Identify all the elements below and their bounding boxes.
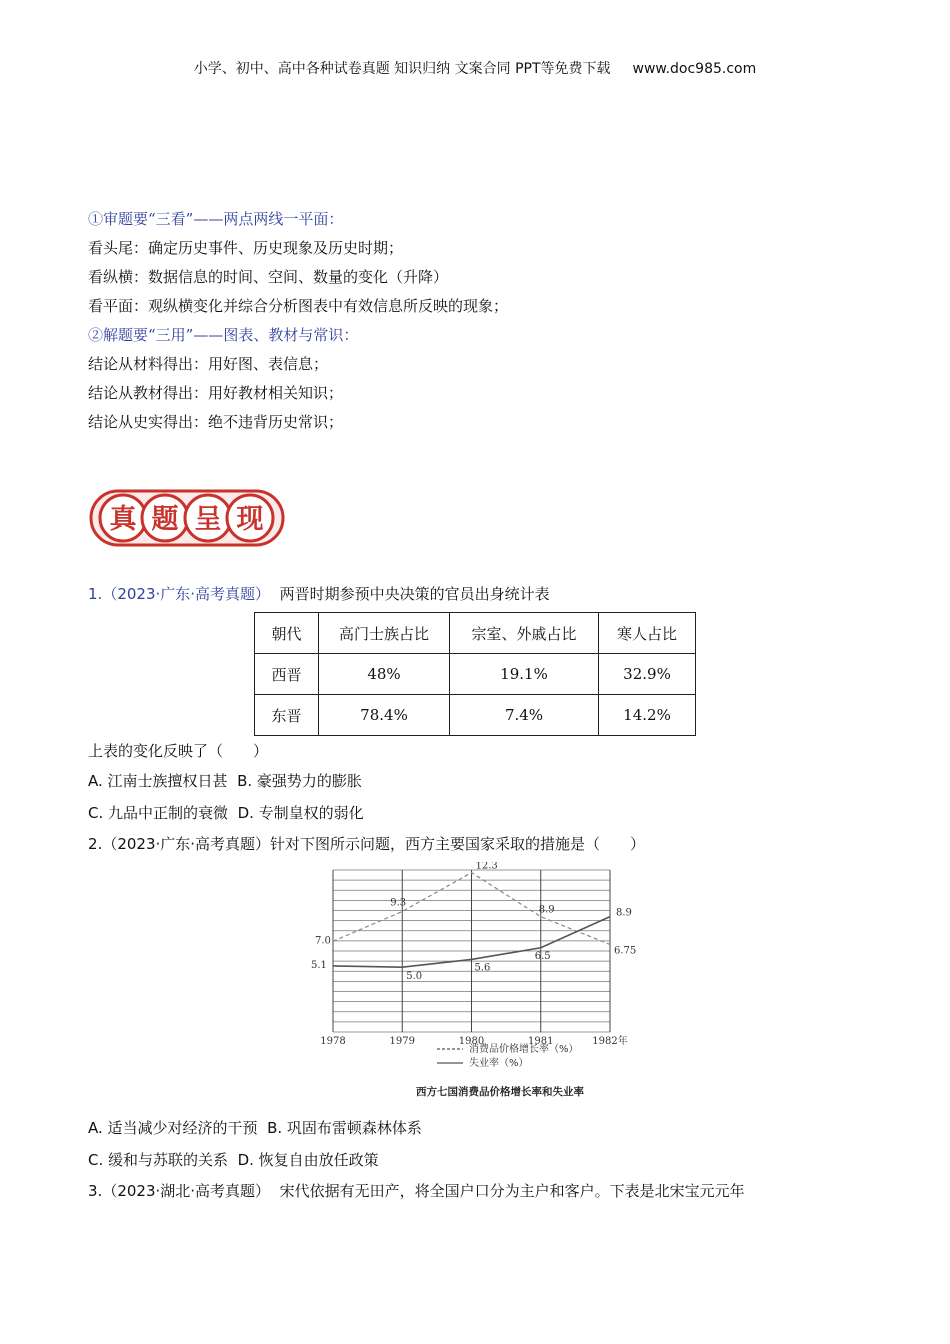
data-label: 12.3 — [475, 862, 498, 872]
tip-line: 看平面：观纵横变化并综合分析图表中有效信息所反映的现象； — [88, 297, 509, 315]
line-chart — [305, 862, 665, 1102]
q2-options-row — [88, 1149, 379, 1170]
banner-char: 真 — [109, 504, 137, 535]
header-url[interactable]: www.doc985.com — [632, 61, 757, 77]
question-number: 1. — [88, 585, 103, 603]
option-c[interactable]: C. 缓和与苏联的关系 — [88, 1151, 229, 1169]
tip-line: 结论从史实得出：绝不违背历史常识； — [88, 413, 344, 431]
table-cell: 东晋 — [255, 695, 319, 736]
data-label: 5.0 — [406, 971, 423, 983]
table-header: 高门士族占比 — [319, 613, 450, 654]
table-header: 朝代 — [255, 613, 319, 654]
question-text: 两晋时期参预中央决策的官员出身统计表 — [279, 585, 550, 603]
data-label: 6.75 — [614, 945, 637, 957]
table-cell: 32.9% — [599, 654, 696, 695]
table-row — [255, 654, 696, 695]
x-tick-label: 1978 — [320, 1036, 346, 1047]
tip-line: ②解题要“三用”——图表、教材与常识： — [88, 326, 359, 344]
question-text: 宋代依据有无田产，将全国户口分为主户和客户。下表是北宋宝元元年 — [279, 1182, 745, 1200]
question-source: （2023·广东·高考真题） — [102, 585, 271, 603]
data-label: 9.3 — [390, 897, 407, 909]
table-header: 寒人占比 — [599, 613, 696, 654]
q1-options-row — [88, 770, 362, 791]
data-label: 7.0 — [315, 935, 331, 947]
option-a[interactable]: A. 江南士族擅权日甚 — [88, 772, 228, 790]
option-a[interactable]: A. 适当减少对经济的干预 — [88, 1119, 258, 1137]
q1-options-row — [88, 802, 364, 823]
tip-line: 看头尾：确定历史事件、历史现象及历史时期； — [88, 239, 404, 257]
tip-line: 看纵横：数据信息的时间、空间、数量的变化（升降） — [88, 268, 449, 286]
chart-title: 西方七国消费品价格增长率和失业率 — [416, 1086, 584, 1098]
option-d[interactable]: D. 专制皇权的弱化 — [237, 804, 364, 822]
x-tick-label: 1979 — [389, 1036, 415, 1047]
data-label: 8.9 — [538, 904, 555, 916]
option-b[interactable]: B. 豪强势力的膨胀 — [237, 772, 362, 790]
table-cell: 7.4% — [450, 695, 599, 736]
banner-char: 现 — [236, 504, 264, 535]
question-1-stem — [88, 583, 550, 604]
question-number: 3. — [88, 1182, 103, 1200]
x-tick-label: 1980 — [458, 1036, 485, 1047]
tip-line: ①审题要“三看”——两点两线一平面： — [88, 210, 344, 228]
question-2-stem — [88, 833, 645, 854]
page-header — [0, 58, 950, 78]
table-cell: 48% — [319, 654, 450, 695]
tip-line: 结论从材料得出：用好图、表信息； — [88, 355, 329, 373]
banner-char: 题 — [151, 504, 179, 535]
question-source: （2023·广东·高考真题） — [102, 835, 271, 853]
q2-options-row — [88, 1117, 422, 1138]
tip-line: 结论从教材得出：用好教材相关知识； — [88, 384, 344, 402]
data-label: 5.6 — [474, 962, 491, 974]
legend-label: 失业率（%） — [469, 1058, 529, 1069]
table-cell: 西晋 — [255, 654, 319, 695]
question-3-stem — [88, 1180, 745, 1201]
option-d[interactable]: D. 恢复自由放任政策 — [237, 1151, 379, 1169]
question-text: 针对下图所示问题，西方主要国家采取的措施是（ ） — [270, 835, 646, 853]
table-cell: 19.1% — [450, 654, 599, 695]
option-c[interactable]: C. 九品中正制的衰微 — [88, 804, 229, 822]
question-number: 2. — [88, 835, 103, 853]
legend-label: 消费品价格增长率（%） — [469, 1044, 579, 1055]
banner-char: 呈 — [194, 504, 222, 535]
x-tick-label: 1982年 — [592, 1036, 628, 1047]
table-header: 宗室、外戚占比 — [450, 613, 599, 654]
data-label: 6.5 — [534, 950, 551, 962]
data-label: 8.9 — [616, 907, 632, 919]
q1-prompt: 上表的变化反映了（ ） — [88, 742, 269, 760]
option-b[interactable]: B. 巩固布雷顿森林体系 — [267, 1119, 422, 1137]
x-tick-label: 1981 — [528, 1036, 554, 1047]
table-row — [255, 695, 696, 736]
table-cell: 78.4% — [319, 695, 450, 736]
question-source: （2023·湖北·高考真题） — [102, 1182, 271, 1200]
section-banner — [88, 488, 286, 548]
q1-table — [254, 612, 696, 736]
data-label: 5.1 — [311, 959, 327, 971]
table-cell: 14.2% — [599, 695, 696, 736]
header-text: 小学、初中、高中各种试卷真题 知识归纳 文案合同 PPT等免费下载 — [193, 61, 611, 77]
table-header-row — [255, 613, 696, 654]
